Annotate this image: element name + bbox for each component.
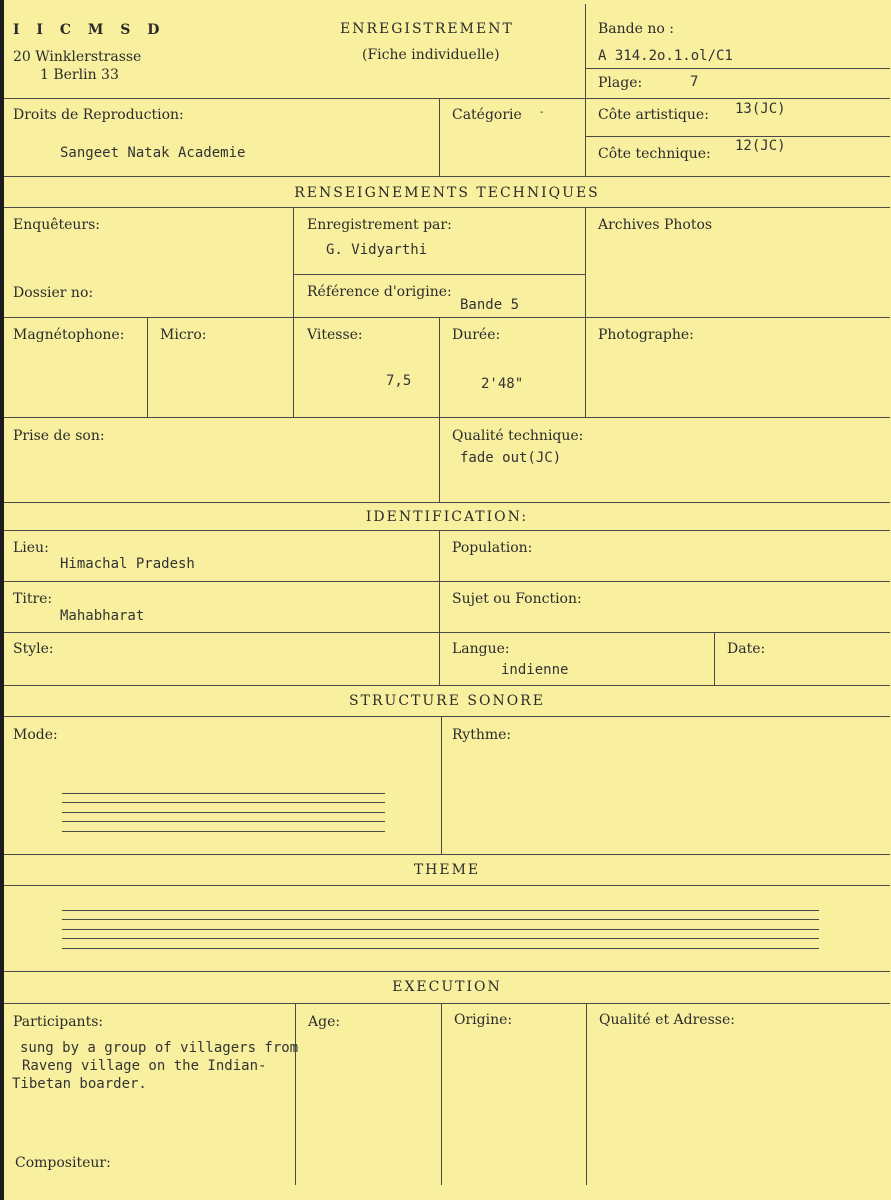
duree-value: 2'48" [481, 376, 524, 392]
qualite-label: Qualité technique: [452, 428, 584, 444]
section-identification: IDENTIFICATION: [365, 509, 529, 525]
rule [4, 207, 890, 208]
langue-value: indienne [501, 662, 569, 678]
staff-line [62, 929, 819, 930]
magnetophone-label: Magnétophone: [13, 327, 125, 343]
rule [293, 207, 294, 417]
micro-label: Micro: [160, 327, 207, 343]
participants-label: Participants: [13, 1014, 104, 1030]
enregistrement-par-label: Enregistrement par: [307, 217, 452, 233]
vitesse-value: 7,5 [386, 373, 412, 389]
staff-line [62, 948, 819, 949]
participants-line3: Tibetan boarder. [12, 1076, 147, 1092]
staff-line [62, 802, 385, 803]
rule [4, 716, 890, 717]
rule [4, 632, 890, 633]
participants-line1: sung by a group of villagers from [20, 1040, 299, 1056]
lieu-label: Lieu: [13, 540, 49, 556]
mode-label: Mode: [13, 727, 58, 743]
form-title: ENREGISTREMENT [340, 21, 514, 37]
vitesse-label: Vitesse: [307, 327, 363, 343]
origine-label: Origine: [454, 1012, 513, 1028]
participants-line2: Raveng village on the Indian- [22, 1058, 267, 1074]
titre-value: Mahabharat [60, 608, 145, 624]
rule [439, 530, 440, 685]
categorie-label: Catégorie [452, 107, 522, 123]
plage-value: 7 [690, 74, 699, 90]
rule [441, 1003, 442, 1185]
droits-value: Sangeet Natak Academie [60, 145, 246, 161]
rule [585, 68, 890, 69]
rule [295, 1003, 296, 1185]
cote-artistique-label: Côte artistique: [598, 107, 709, 123]
staff-line [62, 821, 385, 822]
cote-artistique-value: 13(JC) [735, 101, 786, 117]
rule [4, 502, 890, 503]
duree-label: Durée: [452, 327, 501, 343]
sujet-label: Sujet ou Fonction: [452, 591, 582, 607]
rule [4, 581, 890, 582]
org-logo: I I C M S D [13, 22, 166, 38]
rule [585, 207, 586, 417]
staff-line [62, 938, 819, 939]
rule [4, 854, 890, 855]
droits-label: Droits de Reproduction: [13, 107, 184, 123]
rule [4, 885, 890, 886]
categorie-mark: - [540, 107, 544, 118]
plage-label: Plage: [598, 75, 643, 91]
population-label: Population: [452, 540, 533, 556]
rule [585, 4, 586, 176]
rule [4, 530, 890, 531]
date-label: Date: [727, 641, 766, 657]
staff-line [62, 831, 385, 832]
rule [4, 1003, 890, 1004]
rule [439, 98, 440, 176]
qualite-value: fade out(JC) [460, 450, 562, 466]
staff-line [62, 910, 819, 911]
rule [586, 1003, 587, 1185]
titre-label: Titre: [13, 591, 53, 607]
cote-technique-value: 12(JC) [735, 138, 786, 154]
reference-value: Bande 5 [460, 297, 520, 313]
section-structure: STRUCTURE SONORE [349, 693, 545, 709]
prise-label: Prise de son: [13, 428, 105, 444]
rule [585, 136, 890, 137]
rule [4, 417, 890, 418]
enqueteurs-label: Enquêteurs: [13, 217, 101, 233]
staff-line [62, 919, 819, 920]
rule [4, 971, 890, 972]
left-edge [0, 0, 4, 1200]
age-label: Age: [308, 1014, 341, 1030]
dossier-label: Dossier no: [13, 285, 94, 301]
staff-line [62, 812, 385, 813]
section-theme: THEME [413, 862, 481, 878]
address-line1: 20 Winklerstrasse [13, 49, 142, 65]
staff-line [62, 793, 385, 794]
section-techniques: RENSEIGNEMENTS TECHNIQUES [294, 185, 600, 201]
archives-label: Archives Photos [598, 217, 713, 233]
rule [441, 716, 442, 854]
cote-technique-label: Côte technique: [598, 146, 711, 162]
rule [4, 176, 890, 177]
rule [293, 274, 585, 275]
rythme-label: Rythme: [452, 727, 512, 743]
rule [147, 317, 148, 417]
lieu-value: Himachal Pradesh [60, 556, 195, 572]
section-execution: EXECUTION [392, 979, 502, 995]
rule [4, 98, 890, 99]
langue-label: Langue: [452, 641, 510, 657]
bande-label: Bande no : [598, 21, 674, 37]
rule [4, 685, 890, 686]
rule [439, 317, 440, 502]
reference-label: Référence d'origine: [307, 284, 452, 300]
photographe-label: Photographe: [598, 327, 694, 343]
compositeur-label: Compositeur: [15, 1155, 111, 1171]
rule [714, 632, 715, 685]
style-label: Style: [13, 641, 54, 657]
rule [4, 317, 890, 318]
enregistrement-par-value: G. Vidyarthi [326, 242, 428, 258]
bande-value: A 314.2o.1.ol/C1 [598, 48, 733, 64]
form-subtitle: (Fiche individuelle) [362, 47, 500, 63]
qualite-adresse-label: Qualité et Adresse: [599, 1012, 735, 1028]
address-line2: 1 Berlin 33 [40, 67, 119, 83]
